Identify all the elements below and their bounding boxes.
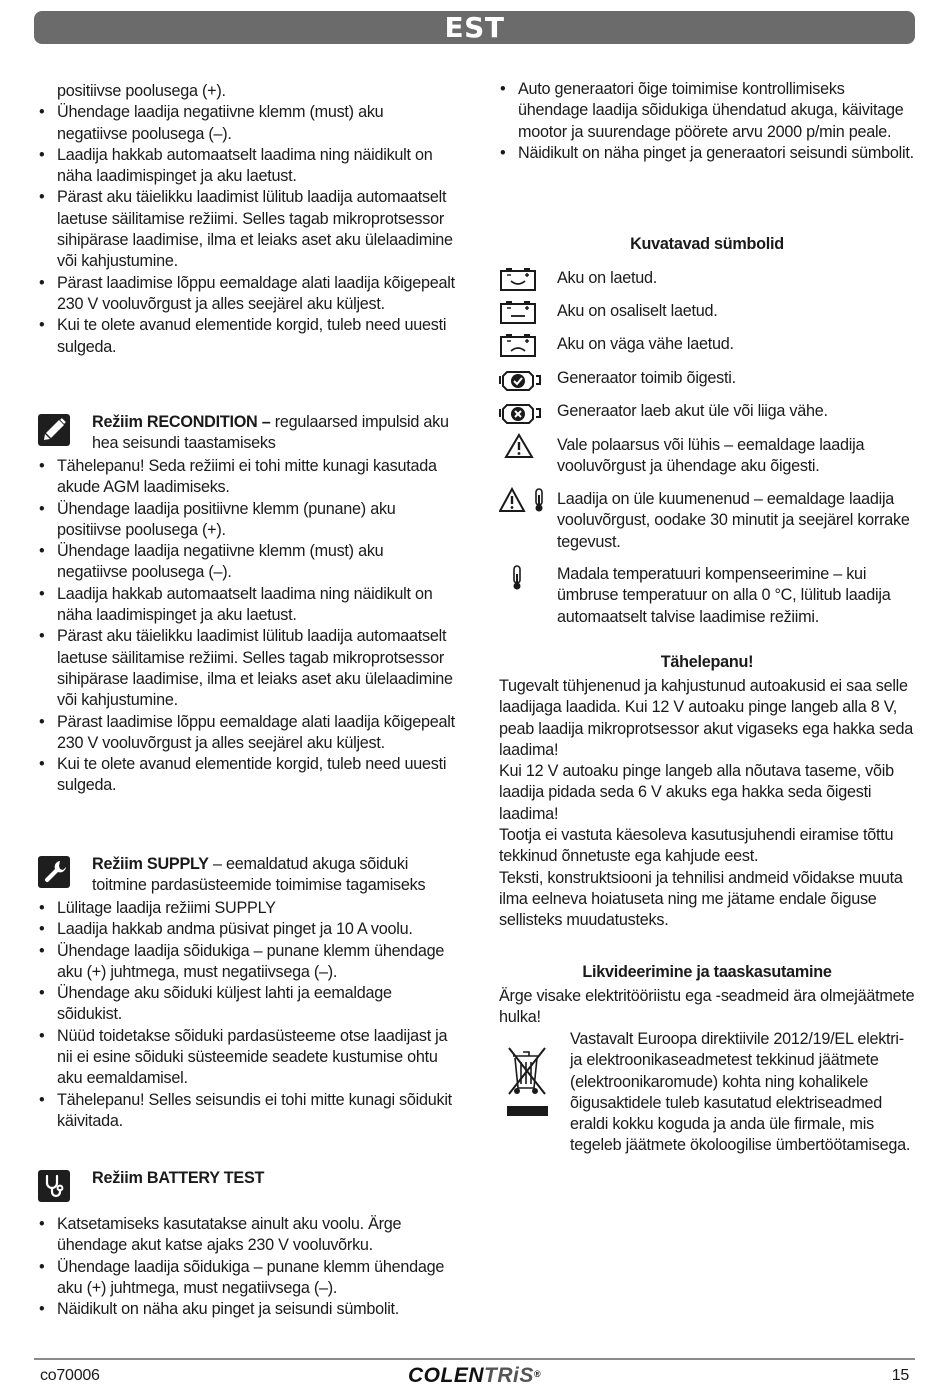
product-code: co70006	[40, 1367, 100, 1384]
symbol-text: Vale polaarsus või lühis – eemaldage laadija vooluvõrgust ja ühendage aku õigesti.	[557, 436, 865, 476]
notice-heading: Tähelepanu!	[660, 653, 754, 671]
wrench-icon	[38, 856, 70, 888]
list-item: • Ühendage aku sõiduki küljest lahti ja eemaldage sõidukist.	[38, 983, 458, 1026]
list-item: • Näidikult on näha aku pinget ja seisundi sümbolit.	[38, 1299, 458, 1320]
intro-continuation: positiivse poolusega (+).	[57, 82, 226, 100]
intro-section	[38, 81, 458, 358]
list-item: • Katsetamiseks kasutatakse ainult aku voolu. Ärge ühendage akut katse ajaks 230 V vooluvõrku.	[38, 1214, 458, 1257]
generator-ok-icon	[499, 366, 543, 392]
footer-divider	[34, 1358, 915, 1360]
list-item: • Tähelepanu! Selles seisundis ei tohi mitte kunagi sõidukit käivitada.	[38, 1090, 458, 1133]
notice-paragraph: Tugevalt tühjenenud ja kahjustunud autoakusid ei saa selle laadijaga laadida. Kui 12 V autoaku pinge langeb alla 8 V, peab laadija mikroprotsessor akut vigaseks ega hakka seda laadima!	[499, 677, 914, 759]
list-item: • Ühendage laadija negatiivne klemm (must) aku negatiivse poolusega (–).	[38, 541, 458, 584]
list-item: • Ühendage laadija negatiivne klemm (must) aku negatiivse poolusega (–).	[38, 102, 458, 145]
list-item: • Laadija hakkab automaatselt laadima ning näidikult on näha laadimispinget ja aku laetust.	[38, 145, 458, 188]
list-item: • Pärast laadimise lõppu eemaldage alati laadija kõigepealt 230 V vooluvõrgust ja alles seejärel aku küljest.	[38, 273, 458, 316]
stethoscope-icon	[38, 1170, 70, 1202]
battery-full-icon	[499, 266, 543, 292]
supply-title: Režiim SUPPLY – eemaldatud akuga sõiduki toitmine pardasüsteemide toimimise tagamiseks	[92, 855, 426, 895]
list-item: • Auto generaatori õige toimimise kontrollimiseks ühendage laadija sõidukiga ühendatud akuga, käivitage mootor ja suurendage pöörete arvu 2000 p/min peale.	[499, 79, 915, 143]
overheat-icon	[499, 487, 549, 513]
symbol-text: Generaator toimib õigesti.	[557, 369, 736, 387]
pen-icon	[38, 414, 70, 446]
list-item: • Pärast laadimise lõppu eemaldage alati laadija kõigepealt 230 V vooluvõrgust ja alles seejärel aku küljest.	[38, 712, 458, 755]
list-item: • Kui te olete avanud elementide korgid, tuleb need uuesti sulgeda.	[38, 315, 458, 358]
battery-test-list	[38, 1214, 458, 1320]
symbol-text: Madala temperatuuri kompenseerimine – kui ümbruse temperatuur on alla 0 °C, lülitub laadija automaatselt talvise laadimise režiimi.	[557, 565, 891, 626]
supply-list	[38, 898, 458, 1132]
list-item: • Tähelepanu! Seda režiimi ei tohi mitte kunagi kasutada akude AGM laadimiseks.	[38, 456, 458, 499]
page-number: 15	[891, 1367, 909, 1384]
recondition-list	[38, 456, 458, 797]
battery-low-icon	[499, 332, 543, 358]
list-item: • Ühendage laadija positiivne klemm (punane) aku positiivse poolusega (+).	[38, 499, 458, 542]
symbol-text: Generaator laeb akut üle või liiga vähe.	[557, 402, 828, 420]
recondition-title: Režiim RECONDITION – regulaarsed impulsid aku hea seisundi taastamiseks	[92, 413, 449, 453]
list-item: • Pärast aku täielikku laadimist lülitub laadija automaatselt laetuse säilitamise režiimi. Selles tagab mikroprotsessor sihipärase laadimise, ilma et leiaks aset aku ülelaadimine või kahjustumine.	[38, 187, 458, 272]
list-item: • Kui te olete avanud elementide korgid, tuleb need uuesti sulgeda.	[38, 754, 458, 797]
generator-list	[499, 79, 915, 164]
weee-bin-icon	[499, 1040, 561, 1130]
list-item: • Pärast aku täielikku laadimist lülitub laadija automaatselt laetuse säilitamise režiimi. Selles tagab mikroprotsessor sihipärase laadimise, ilma et leiaks aset aku ülelaadimine või kahjustumine.	[38, 626, 458, 711]
thermometer-icon	[499, 562, 543, 588]
page-language-title: EST	[444, 11, 505, 44]
notice-section	[499, 676, 915, 932]
disposal-intro: Ärge visake elektritööriistu ega -seadmeid ära olmejäätmete hulka!	[499, 987, 915, 1027]
notice-paragraph: Teksti, konstruktsiooni ja tehnilisi andmeid võidakse muuta ilma eelneva hoiatuseta ning me jätame endale õiguse sellisteks muudatusteks.	[499, 868, 903, 930]
battery-test-title: Režiim BATTERY TEST	[92, 1169, 265, 1187]
battery-partial-icon	[499, 299, 543, 325]
disposal-heading: Likvideerimine ja taaskasutamine	[582, 963, 832, 981]
notice-paragraph: Kui 12 V autoaku pinge langeb alla nõutava taseme, võib laadija pidada seda 6 V akuks ega hakka seda õigesti laadima!	[499, 762, 894, 823]
list-item: • Lülitage laadija režiimi SUPPLY	[38, 898, 458, 919]
brand-logo: COLENTRiS®	[408, 1364, 541, 1387]
notice-paragraph: Tootja ei vastuta käesoleva kasutusjuhendi eiramise tõttu tekkinud õnnetuste ega kahjude eest.	[499, 826, 894, 866]
list-item: • Laadija hakkab automaatselt laadima ning näidikult on näha laadimispinget ja aku laetust.	[38, 584, 458, 627]
list-item: • Nüüd toidetakse sõiduki pardasüsteeme otse laadijast ja nii ei esine sõiduki süsteemide seadete kustumise ohtu aku eemaldamisel.	[38, 1026, 458, 1090]
disposal-text: Vastavalt Euroopa direktiivile 2012/19/EL elektri- ja elektroonikaseadmetest tekkinud jäätmete (elektroonikaromude) kohta ning kohalikele õigusaktidele tuleb kasutatud elektriseadmed eraldi kokku koguda ja anda üle firmale, mis tegeleb jäätmete ökoloogilise ümbertöötamisega.	[570, 1030, 911, 1155]
generator-fault-icon	[499, 399, 543, 425]
symbol-text: Laadija on üle kuumenenud – eemaldage laadija vooluvõrgust, oodake 30 minutit ja seejärel korrake tegevust.	[557, 490, 910, 551]
list-item: • Näidikult on näha pinget ja generaatori seisundi sümbolit.	[499, 143, 915, 164]
warning-icon	[499, 433, 543, 459]
symbol-text: Aku on väga vähe laetud.	[557, 335, 734, 353]
list-item: • Laadija hakkab andma püsivat pinget ja 10 A voolu.	[38, 919, 458, 940]
symbol-text: Aku on laetud.	[557, 269, 657, 287]
list-item: • Ühendage laadija sõidukiga – punane klemm ühendage aku (+) juhtmega, must negatiivsega (–).	[38, 1257, 458, 1300]
symbol-text: Aku on osaliselt laetud.	[557, 302, 718, 320]
header-bar	[34, 11, 915, 44]
symbols-heading: Kuvatavad sümbolid	[630, 235, 784, 253]
list-item: • Ühendage laadija sõidukiga – punane klemm ühendage aku (+) juhtmega, must negatiivsega (–).	[38, 941, 458, 984]
